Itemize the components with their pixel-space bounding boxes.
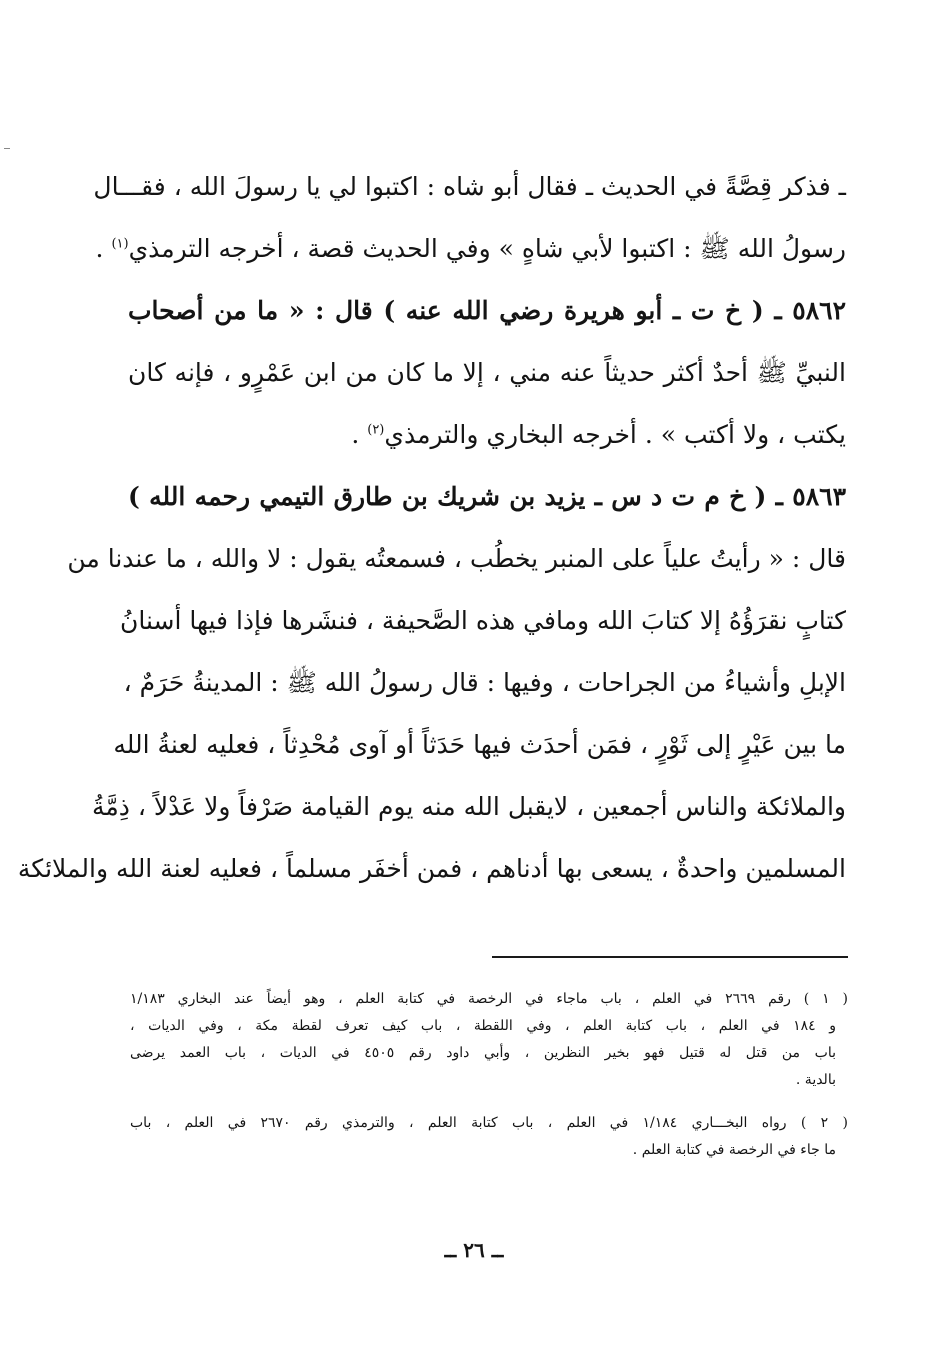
text-line-2-end: . [95, 234, 112, 263]
text-line-5-content: يكتب ، ولا أكتب » . أخرجه البخاري والترمذي [384, 420, 846, 449]
scan-edge-mark [4, 148, 10, 149]
main-text [17, 156, 846, 900]
text-line-7: قال : « رأيتُ علياً على المنبر يخطُب ، فسمعتُه يقول : لا والله ، ما عندنا من [67, 544, 846, 573]
page-number: ــ ٢٦ ــ [444, 1238, 504, 1262]
footnotes [130, 986, 848, 1164]
footnote-ref-2: (٢) [367, 422, 385, 438]
text-line-10: ما بين عَيْرٍ إلى ثَوْرٍ ، فمَن أحدَث فيها حَدَثاً أو آوى مُحْدِثاً ، فعليه لعنةُ الله [113, 730, 846, 759]
footnote-separator [492, 956, 848, 958]
footnote-1-line-3: باب من قتل له قتيل فهو بخير النظرين ، وأبي داود رقم ٤٥٠٥ في الديات ، باب العمد يرضى [130, 1045, 836, 1061]
hadith-5862-heading: ٥٨٦٢ ـ ( خ ت ـ أبو هريرة رضي الله عنه ) قال : « ما من أصحاب [128, 296, 846, 325]
footnote-1-line-2: و ١٨٤ في العلم ، باب كتابة العلم ، وفي اللقطة ، باب كيف تعرف لقطة مكة ، وفي الديات ، [130, 1018, 836, 1034]
text-line-1: ـ فذكر قِصَّةً في الحديث ـ فقال أبو شاه : اكتبوا لي يا رسولَ الله ، فقـــال [93, 172, 846, 201]
text-line-11: والملائكة والناس أجمعين ، لايقبل الله منه يوم القيامة صَرْفاً ولا عَدْلاً ، ذِمَّةُ [91, 792, 846, 821]
footnote-2-line-2: ما جاء في الرخصة في كتابة العلم . [632, 1142, 836, 1158]
text-line-2 [95, 218, 846, 280]
footnote-1-line-1: ( ١ ) رقم ٢٦٦٩ في العلم ، باب ماجاء في الرخصة في كتابة العلم ، وهو أيضاً عند البخاري ١/١٨٣ [130, 991, 848, 1007]
text-line-2-content: رسولُ الله ﷺ : اكتبوا لأبي شاهٍ » وفي الحديث قصة ، أخرجه الترمذي [128, 234, 846, 263]
text-line-5-end: . [351, 420, 368, 449]
text-line-9: الإبلِ وأشياءُ من الجراحات ، وفيها : قال رسولُ الله ﷺ : المدينةُ حَرَمٌ ، [123, 668, 846, 697]
text-line-8: كتابٍ نقرَؤُهُ إلا كتابَ الله ومافي هذه الصَّحيفة ، فنشَرها فإذا فيها أسنانُ [120, 606, 846, 635]
footnote-1-line-4: بالدية . [795, 1072, 836, 1088]
footnote-ref-1: (١) [111, 236, 129, 252]
footnote-2-line-1: ( ٢ ) رواه البخـــاري ١/١٨٤ في العلم ، باب كتابة العلم ، والترمذي رقم ٢٦٧٠ في العلم ، باب [130, 1115, 848, 1131]
text-line-12: المسلمين واحدةٌ ، يسعى بها أدناهم ، فمن أخفَر مسلماً ، فعليه لعنة الله والملائكة [17, 854, 846, 883]
hadith-5863-heading: ٥٨٦٣ ـ ( خ م ت د س ـ يزيد بن شريك بن طارق التيمي رحمه الله ) [128, 482, 846, 511]
footnote-gap [130, 1094, 848, 1110]
text-line-5 [128, 404, 846, 466]
text-line-4: النبيِّ ﷺ أحدٌ أكثر حديثاً عنه مني ، إلا ما كان من ابن عَمْرٍو ، فإنه كان [128, 358, 846, 387]
